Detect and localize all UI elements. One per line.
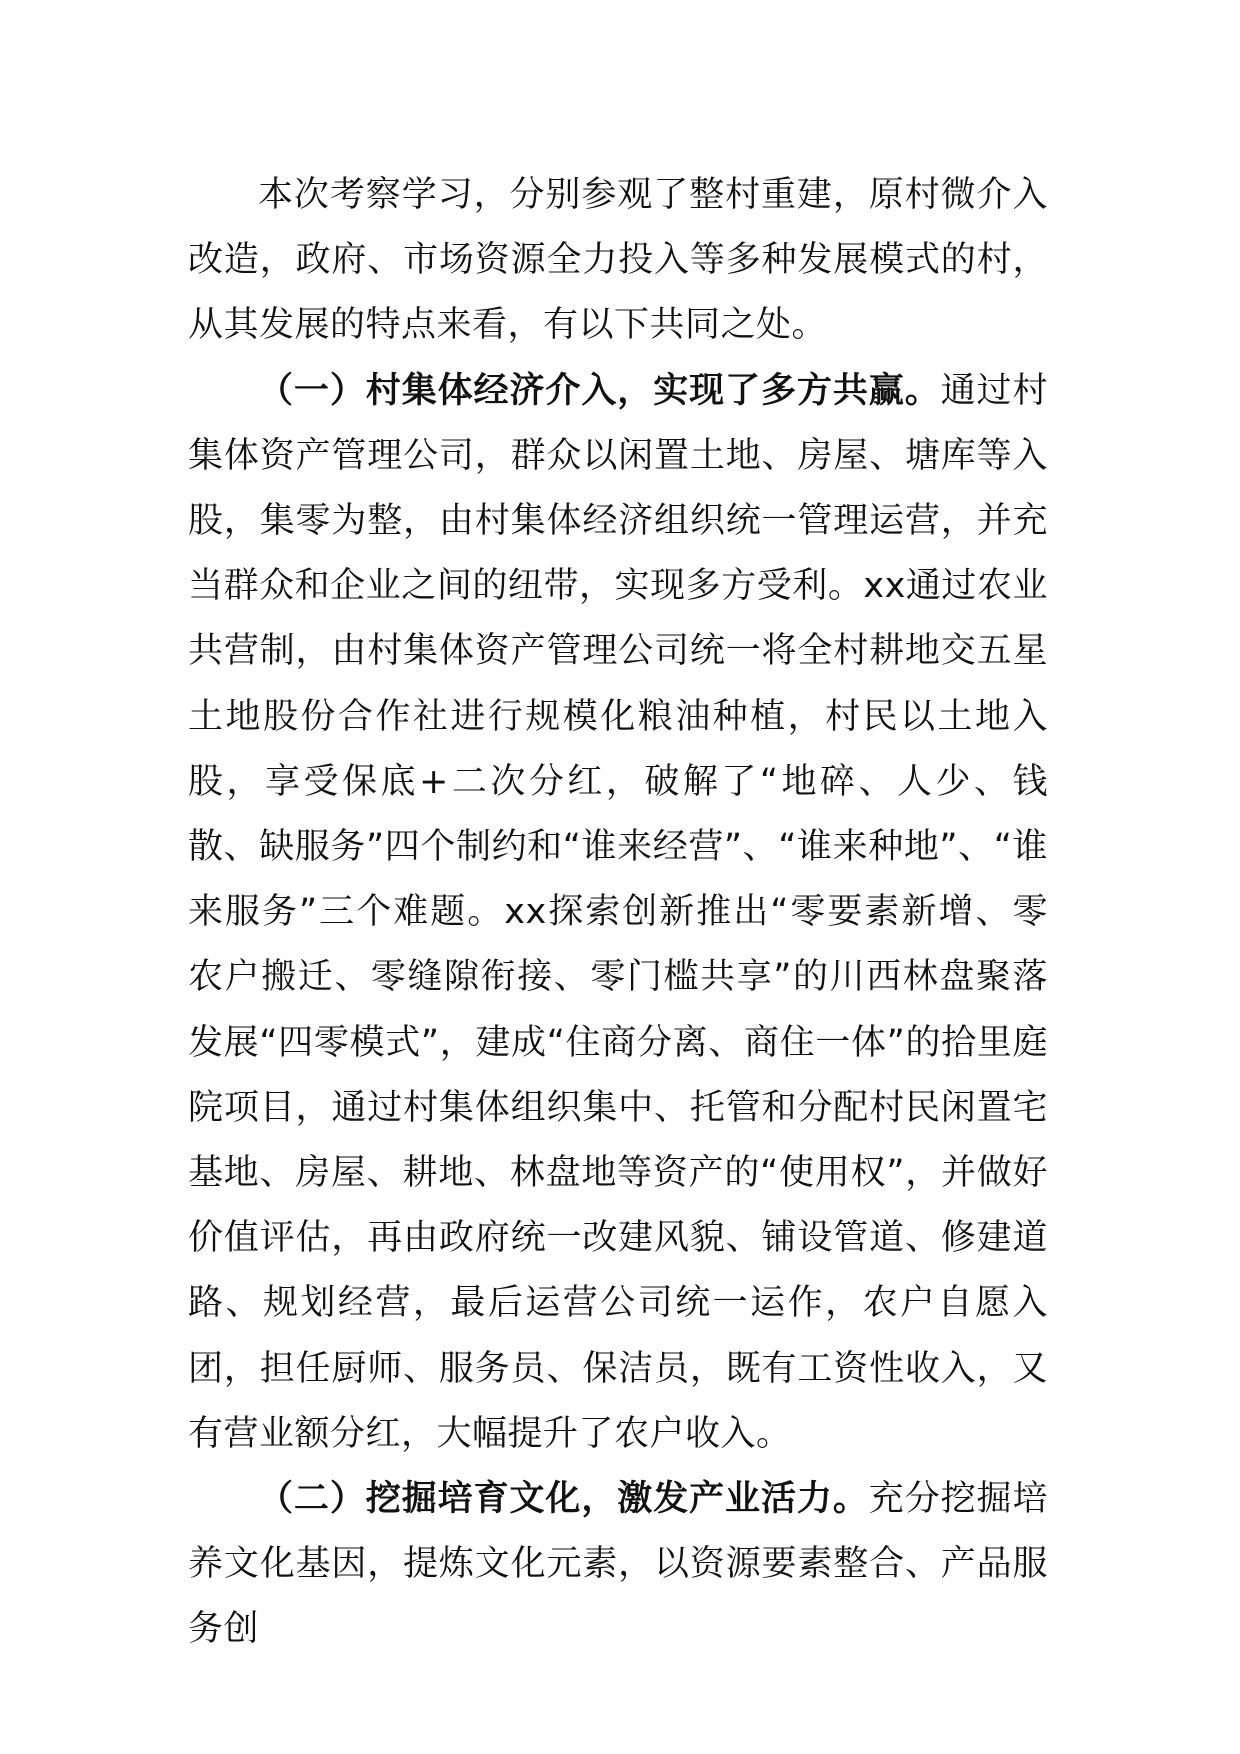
intro-text: 本次考察学习，分别参观了整村重建，原村微介入改造，政府、市场资源全力投入等多种发展模式的村，从其发展的特点来看，有以下共同之处。 xyxy=(188,175,1048,346)
section-1-paragraph xyxy=(188,359,1048,1467)
section-1-body: 通过村集体资产管理公司，群众以闲置土地、房屋、塘库等入股，集零为整，由村集体经济组织统一管理运营，并充当群众和企业之间的纽带，实现多方受利。xx通过农业共营制，由村集体资产管理公司统一将全村耕地交五星土地股份合作社进行规模化粮油种植，村民以土地入股，享受保底+二次分红，破解了“地碎、人少、钱散、缺服务”四个制约和“谁来经营”、“谁来种地”、“谁来服务”三个难题。xx探索创新推出“零要素新增、零农户搬迁、零缝隙衔接、零门槛共享”的川西林盘聚落发展“四零模式”，建成“住商分离、商住一体”的拾里庭院项目，通过村集体组织集中、托管和分配村民闲置宅基地、房屋、耕地、林盘地等资产的“使用权”，并做好价值评估，再由政府统一改建风貌、铺设管道、修建道路、规划经营，最后运营公司统一运作，农户自愿入团，担任厨师、服务员、保洁员，既有工资性收入，又有营业额分红，大幅提升了农户收入。 xyxy=(188,370,1048,1454)
section-2-body: 充分挖掘培养文化基因，提炼文化元素，以资源要素整合、产品服务创 xyxy=(188,1479,1048,1650)
document-body xyxy=(188,163,1048,1663)
section-1-heading: （一）村集体经济介入，实现了多方共赢。 xyxy=(258,370,941,411)
section-2-paragraph xyxy=(188,1467,1048,1663)
section-2-heading: （二）挖掘培育文化，激发产业活力。 xyxy=(258,1479,869,1520)
intro-paragraph xyxy=(188,163,1048,359)
